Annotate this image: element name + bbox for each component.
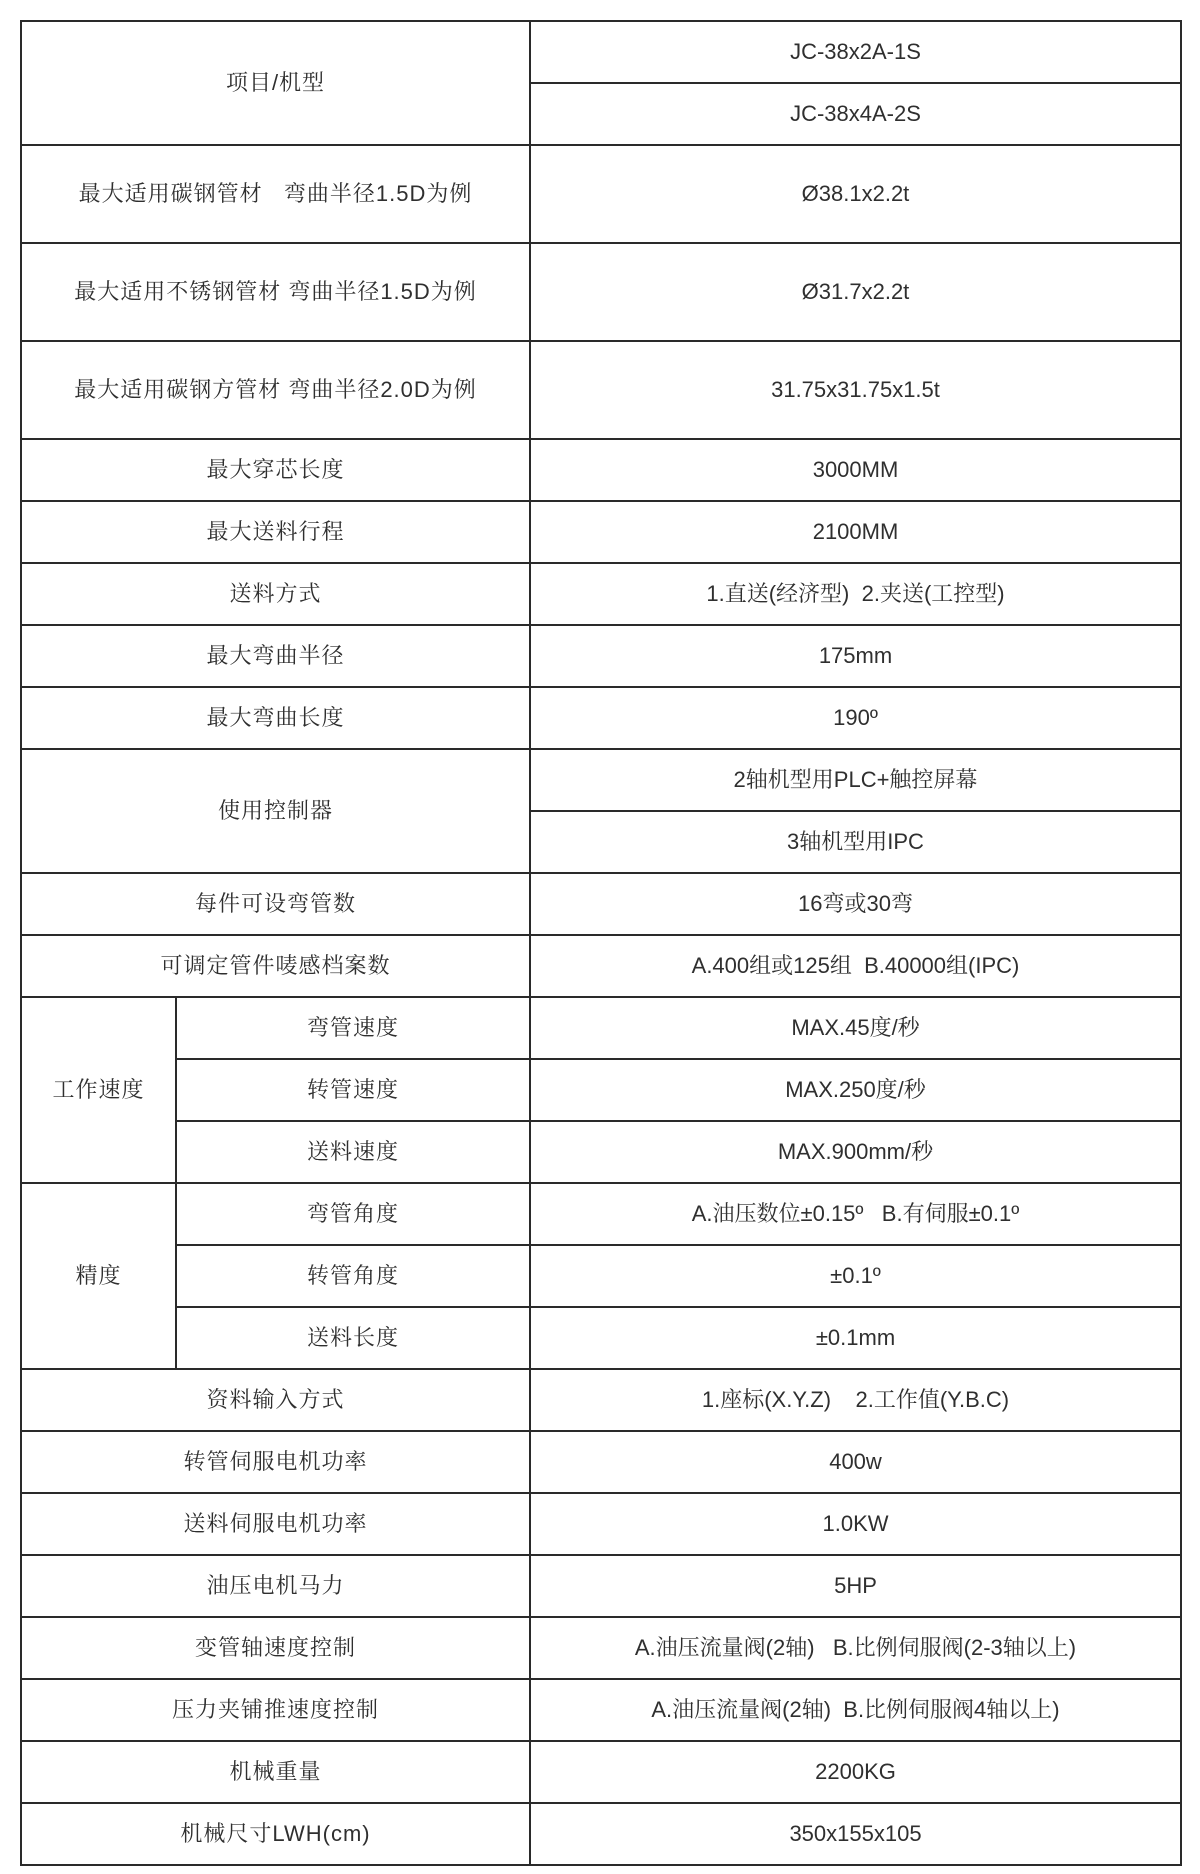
table-row — [21, 1493, 1181, 1555]
spec-label-cell — [21, 341, 530, 439]
spec-value-cell — [530, 1369, 1181, 1431]
spec-label-cell — [21, 501, 530, 563]
table-row — [21, 563, 1181, 625]
table-row — [21, 1679, 1181, 1741]
spec-value-cell — [530, 1617, 1181, 1679]
spec-value: 1.直送(经济型) 2.夹送(工控型) — [706, 580, 1005, 606]
spec-label-cell — [21, 935, 530, 997]
spec-value: 3000MM — [812, 456, 899, 482]
spec-value: Ø31.7x2.2t — [801, 278, 910, 304]
precision-group-cell — [21, 1183, 176, 1369]
spec-value-cell — [530, 1245, 1181, 1307]
spec-value: 16弯或30弯 — [798, 890, 913, 916]
spec-value-cell — [530, 1431, 1181, 1493]
spec-value: 175mm — [818, 642, 893, 668]
spec-label: 最大弯曲长度 — [206, 704, 345, 730]
spec-label: 转管伺服电机功率 — [183, 1448, 368, 1474]
spec-value-cell — [530, 1555, 1181, 1617]
working-speed-label: 工作速度 — [52, 1076, 145, 1102]
table-row — [21, 439, 1181, 501]
spec-label-cell — [21, 1617, 530, 1679]
table-row — [21, 1369, 1181, 1431]
precision-label: 精度 — [75, 1262, 122, 1288]
spec-label-cell — [21, 1555, 530, 1617]
spec-value: Ø38.1x2.2t — [801, 180, 910, 206]
spec-value-cell — [530, 997, 1181, 1059]
spec-label: 变管轴速度控制 — [194, 1634, 356, 1660]
spec-value: A.油压流量阀(2轴) B.比例伺服阀(2-3轴以上) — [634, 1634, 1077, 1660]
spec-label-cell — [21, 1741, 530, 1803]
model-name: JC-38x4A-2S — [790, 100, 921, 126]
table-row — [21, 341, 1181, 439]
working-speed-group-cell — [21, 997, 176, 1183]
table-row — [21, 1741, 1181, 1803]
header-row — [21, 21, 1181, 83]
spec-value: A.油压流量阀(2轴) B.比例伺服阀4轴以上) — [651, 1696, 1060, 1722]
spec-label-cell — [21, 687, 530, 749]
controller-row — [21, 749, 1181, 811]
spec-label: 最大送料行程 — [206, 518, 345, 544]
model-cell — [530, 83, 1181, 145]
table-row — [21, 145, 1181, 243]
spec-label-cell — [21, 243, 530, 341]
spec-value-cell — [530, 563, 1181, 625]
spec-value-cell — [530, 1059, 1181, 1121]
precision-row — [21, 1183, 1181, 1245]
spec-value-cell — [530, 1121, 1181, 1183]
spec-value-cell — [530, 873, 1181, 935]
sub-label: 弯管速度 — [306, 1014, 399, 1040]
spec-value-cell — [530, 501, 1181, 563]
controller-value-cell — [530, 749, 1181, 811]
spec-label: 每件可设弯管数 — [194, 890, 356, 916]
table-row — [21, 935, 1181, 997]
spec-value: 2200KG — [815, 1758, 896, 1784]
controller-value: 2轴机型用PLC+触控屏幕 — [733, 766, 978, 792]
spec-label-cell — [21, 1679, 530, 1741]
controller-label: 使用控制器 — [217, 797, 333, 823]
sub-label-cell — [176, 1245, 530, 1307]
working-speed-row — [21, 1121, 1181, 1183]
sub-label: 送料速度 — [306, 1138, 399, 1164]
spec-value-cell — [530, 935, 1181, 997]
working-speed-row — [21, 997, 1181, 1059]
spec-value: 5HP — [834, 1572, 877, 1598]
spec-value: 31.75x31.75x1.5t — [771, 376, 940, 402]
spec-value-cell — [530, 1679, 1181, 1741]
spec-value-cell — [530, 1183, 1181, 1245]
spec-label: 最大穿芯长度 — [206, 456, 345, 482]
table-row — [21, 1803, 1181, 1865]
spec-value: 190º — [833, 704, 878, 730]
spec-label: 可调定管件唛感档案数 — [160, 952, 391, 978]
spec-value-cell — [530, 625, 1181, 687]
table-row — [21, 625, 1181, 687]
spec-value: MAX.900mm/秒 — [777, 1138, 934, 1164]
spec-label: 最大适用碳钢方管材 弯曲半径2.0D为例 — [74, 376, 477, 402]
sub-label-cell — [176, 1307, 530, 1369]
controller-label-cell — [21, 749, 530, 873]
spec-value: MAX.250度/秒 — [785, 1076, 926, 1102]
spec-label: 机械尺寸LWH(cm) — [180, 1820, 371, 1846]
spec-label: 最大弯曲半径 — [206, 642, 345, 668]
model-cell — [530, 21, 1181, 83]
model-name: JC-38x2A-1S — [790, 38, 921, 64]
sub-label-cell — [176, 1059, 530, 1121]
spec-label-cell — [21, 873, 530, 935]
spec-value: 350x155x105 — [789, 1820, 922, 1846]
sub-label: 送料长度 — [306, 1324, 399, 1350]
spec-label: 机械重量 — [229, 1758, 322, 1784]
spec-value: 2100MM — [812, 518, 899, 544]
spec-value-cell — [530, 1493, 1181, 1555]
spec-label-cell — [21, 1431, 530, 1493]
spec-value-cell — [530, 1307, 1181, 1369]
table-row — [21, 687, 1181, 749]
header-label-cell — [21, 21, 530, 145]
controller-value: 3轴机型用IPC — [787, 828, 924, 854]
sub-label-cell — [176, 1121, 530, 1183]
spec-value: ±0.1º — [830, 1262, 881, 1288]
table-row — [21, 1617, 1181, 1679]
working-speed-row — [21, 1059, 1181, 1121]
spec-label: 最大适用碳钢管材 弯曲半径1.5D为例 — [78, 180, 473, 206]
spec-value-cell — [530, 1803, 1181, 1865]
precision-row — [21, 1307, 1181, 1369]
spec-value-cell — [530, 341, 1181, 439]
spec-value: 400w — [829, 1448, 882, 1474]
table-row — [21, 501, 1181, 563]
spec-label-cell — [21, 563, 530, 625]
spec-table — [20, 20, 1182, 1866]
spec-label: 送料伺服电机功率 — [183, 1510, 368, 1536]
spec-label: 最大适用不锈钢管材 弯曲半径1.5D为例 — [74, 278, 477, 304]
spec-label: 送料方式 — [229, 580, 322, 606]
spec-value-cell — [530, 145, 1181, 243]
spec-label-cell — [21, 439, 530, 501]
sub-label-cell — [176, 997, 530, 1059]
table-row — [21, 1555, 1181, 1617]
spec-label-cell — [21, 1369, 530, 1431]
spec-value: 1.0KW — [822, 1510, 889, 1536]
controller-value-cell — [530, 811, 1181, 873]
spec-value: A.油压数位±0.15º B.有伺服±0.1º — [691, 1200, 1020, 1226]
spec-value-cell — [530, 687, 1181, 749]
precision-row — [21, 1245, 1181, 1307]
spec-value: A.400组或125组 B.40000组(IPC) — [691, 952, 1020, 978]
spec-value: ±0.1mm — [815, 1324, 896, 1350]
spec-label: 资料输入方式 — [206, 1386, 345, 1412]
header-label: 项目/机型 — [225, 69, 326, 95]
spec-label-cell — [21, 625, 530, 687]
spec-value-cell — [530, 1741, 1181, 1803]
spec-label-cell — [21, 1803, 530, 1865]
spec-value-cell — [530, 243, 1181, 341]
sub-label-cell — [176, 1183, 530, 1245]
spec-value-cell — [530, 439, 1181, 501]
spec-label: 油压电机马力 — [206, 1572, 345, 1598]
sub-label: 转管速度 — [306, 1076, 399, 1102]
spec-label-cell — [21, 145, 530, 243]
sub-label: 弯管角度 — [306, 1200, 399, 1226]
table-row — [21, 873, 1181, 935]
spec-label: 压力夹铺推速度控制 — [171, 1696, 379, 1722]
spec-value: 1.座标(X.Y.Z) 2.工作值(Y.B.C) — [701, 1386, 1010, 1412]
spec-value: MAX.45度/秒 — [791, 1014, 920, 1040]
spec-label-cell — [21, 1493, 530, 1555]
table-row — [21, 243, 1181, 341]
sub-label: 转管角度 — [306, 1262, 399, 1288]
table-row — [21, 1431, 1181, 1493]
